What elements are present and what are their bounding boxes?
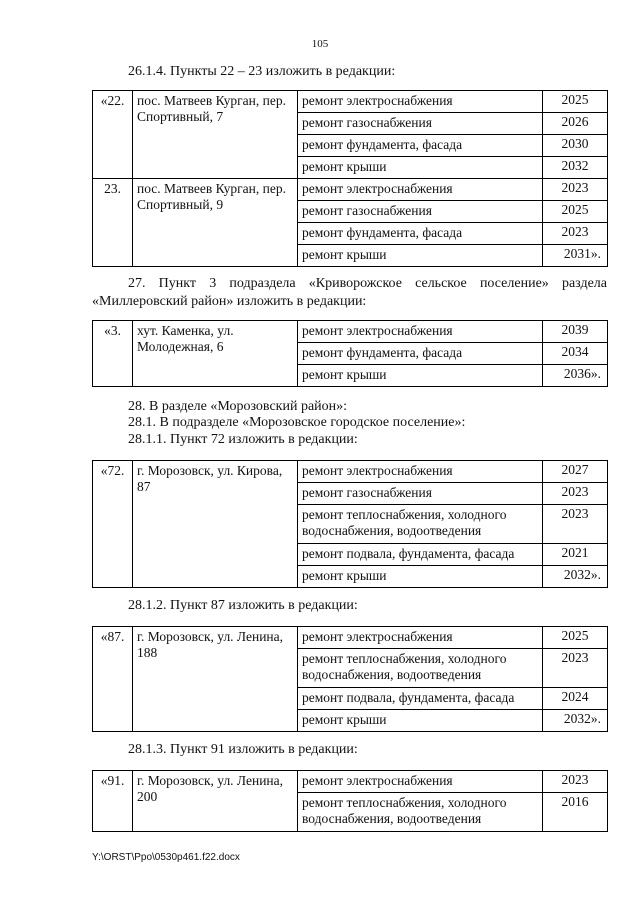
year-cell: 2016 bbox=[543, 793, 608, 832]
work-cell: ремонт крыши bbox=[298, 566, 543, 588]
work-cell: ремонт фундамента, фасада bbox=[298, 223, 543, 245]
item-number: «72. bbox=[93, 461, 133, 588]
year-cell: 2027 bbox=[543, 461, 608, 483]
year-cell: 2021 bbox=[543, 544, 608, 566]
register-table bbox=[92, 320, 608, 387]
file-path-footer: Y:\ORST\Ppo\0530p461.f22.docx bbox=[92, 852, 240, 863]
work-cell: ремонт электроснабжения bbox=[298, 321, 543, 343]
work-cell: ремонт крыши bbox=[298, 245, 543, 267]
work-cell: ремонт электроснабжения bbox=[298, 179, 543, 201]
year-cell: 2032». bbox=[543, 566, 608, 588]
work-cell: ремонт крыши bbox=[298, 365, 543, 387]
register-table bbox=[92, 626, 608, 732]
work-cell: ремонт теплоснабжения, холодного водоснабжения, водоотведения bbox=[298, 649, 543, 688]
work-cell: ремонт электроснабжения bbox=[298, 771, 543, 793]
paragraph: 26.1.4. Пункты 22 – 23 изложить в редакции: bbox=[128, 64, 396, 79]
page-number: 105 bbox=[311, 38, 329, 50]
year-cell: 2023 bbox=[543, 771, 608, 793]
year-cell: 2032 bbox=[543, 157, 608, 179]
year-cell: 2034 bbox=[543, 343, 608, 365]
year-cell: 2025 bbox=[543, 201, 608, 223]
item-number: «22. bbox=[93, 91, 133, 179]
work-cell: ремонт подвала, фундамента, фасада bbox=[298, 688, 543, 710]
work-cell: ремонт теплоснабжения, холодного водоснабжения, водоотведения bbox=[298, 505, 543, 544]
year-cell: 2023 bbox=[543, 505, 608, 544]
work-cell: ремонт фундамента, фасада bbox=[298, 135, 543, 157]
work-cell: ремонт крыши bbox=[298, 157, 543, 179]
year-cell: 2036». bbox=[543, 365, 608, 387]
year-cell: 2031». bbox=[543, 245, 608, 267]
year-cell: 2023 bbox=[543, 649, 608, 688]
paragraph: 28.1.1. Пункт 72 изложить в редакции: bbox=[128, 432, 358, 447]
paragraph: 27. Пункт 3 подраздела «Криворожское сельское поселение» раздела «Миллеровский район» изложить в редакции: bbox=[92, 276, 607, 309]
work-cell: ремонт газоснабжения bbox=[298, 201, 543, 223]
work-cell: ремонт подвала, фундамента, фасада bbox=[298, 544, 543, 566]
table-row bbox=[93, 179, 608, 201]
item-number: «91. bbox=[93, 771, 133, 832]
table-row bbox=[93, 91, 608, 113]
year-cell: 2039 bbox=[543, 321, 608, 343]
work-cell: ремонт электроснабжения bbox=[298, 91, 543, 113]
address-cell: пос. Матвеев Курган, пер. Спортивный, 9 bbox=[133, 179, 298, 267]
year-cell: 2025 bbox=[543, 627, 608, 649]
year-cell: 2032». bbox=[543, 710, 608, 732]
table-row bbox=[93, 321, 608, 343]
address-cell: г. Морозовск, ул. Ленина, 188 bbox=[133, 627, 298, 732]
year-cell: 2026 bbox=[543, 113, 608, 135]
work-cell: ремонт теплоснабжения, холодного водоснабжения, водоотведения bbox=[298, 793, 543, 832]
paragraph: 28.1.2. Пункт 87 изложить в редакции: bbox=[128, 598, 358, 613]
work-cell: ремонт электроснабжения bbox=[298, 461, 543, 483]
address-cell: г. Морозовск, ул. Кирова, 87 bbox=[133, 461, 298, 588]
year-cell: 2030 bbox=[543, 135, 608, 157]
paragraph: 28. В разделе «Морозовский район»: bbox=[128, 399, 348, 414]
work-cell: ремонт электроснабжения bbox=[298, 627, 543, 649]
work-cell: ремонт крыши bbox=[298, 710, 543, 732]
table-row bbox=[93, 627, 608, 649]
address-cell: пос. Матвеев Курган, пер. Спортивный, 7 bbox=[133, 91, 298, 179]
address-cell: г. Морозовск, ул. Ленина, 200 bbox=[133, 771, 298, 832]
register-table bbox=[92, 90, 608, 267]
year-cell: 2023 bbox=[543, 179, 608, 201]
work-cell: ремонт фундамента, фасада bbox=[298, 343, 543, 365]
item-number: «3. bbox=[93, 321, 133, 387]
address-cell: хут. Каменка, ул. Молодежная, 6 bbox=[133, 321, 298, 387]
year-cell: 2023 bbox=[543, 483, 608, 505]
table-row bbox=[93, 461, 608, 483]
item-number: 23. bbox=[93, 179, 133, 267]
work-cell: ремонт газоснабжения bbox=[298, 113, 543, 135]
register-table bbox=[92, 460, 608, 588]
work-cell: ремонт газоснабжения bbox=[298, 483, 543, 505]
year-cell: 2023 bbox=[543, 223, 608, 245]
year-cell: 2024 bbox=[543, 688, 608, 710]
item-number: «87. bbox=[93, 627, 133, 732]
year-cell: 2025 bbox=[543, 91, 608, 113]
table-row bbox=[93, 771, 608, 793]
paragraph: 28.1.3. Пункт 91 изложить в редакции: bbox=[128, 742, 358, 757]
paragraph: 28.1. В подразделе «Морозовское городское поселение»: bbox=[128, 415, 466, 430]
register-table bbox=[92, 770, 608, 832]
